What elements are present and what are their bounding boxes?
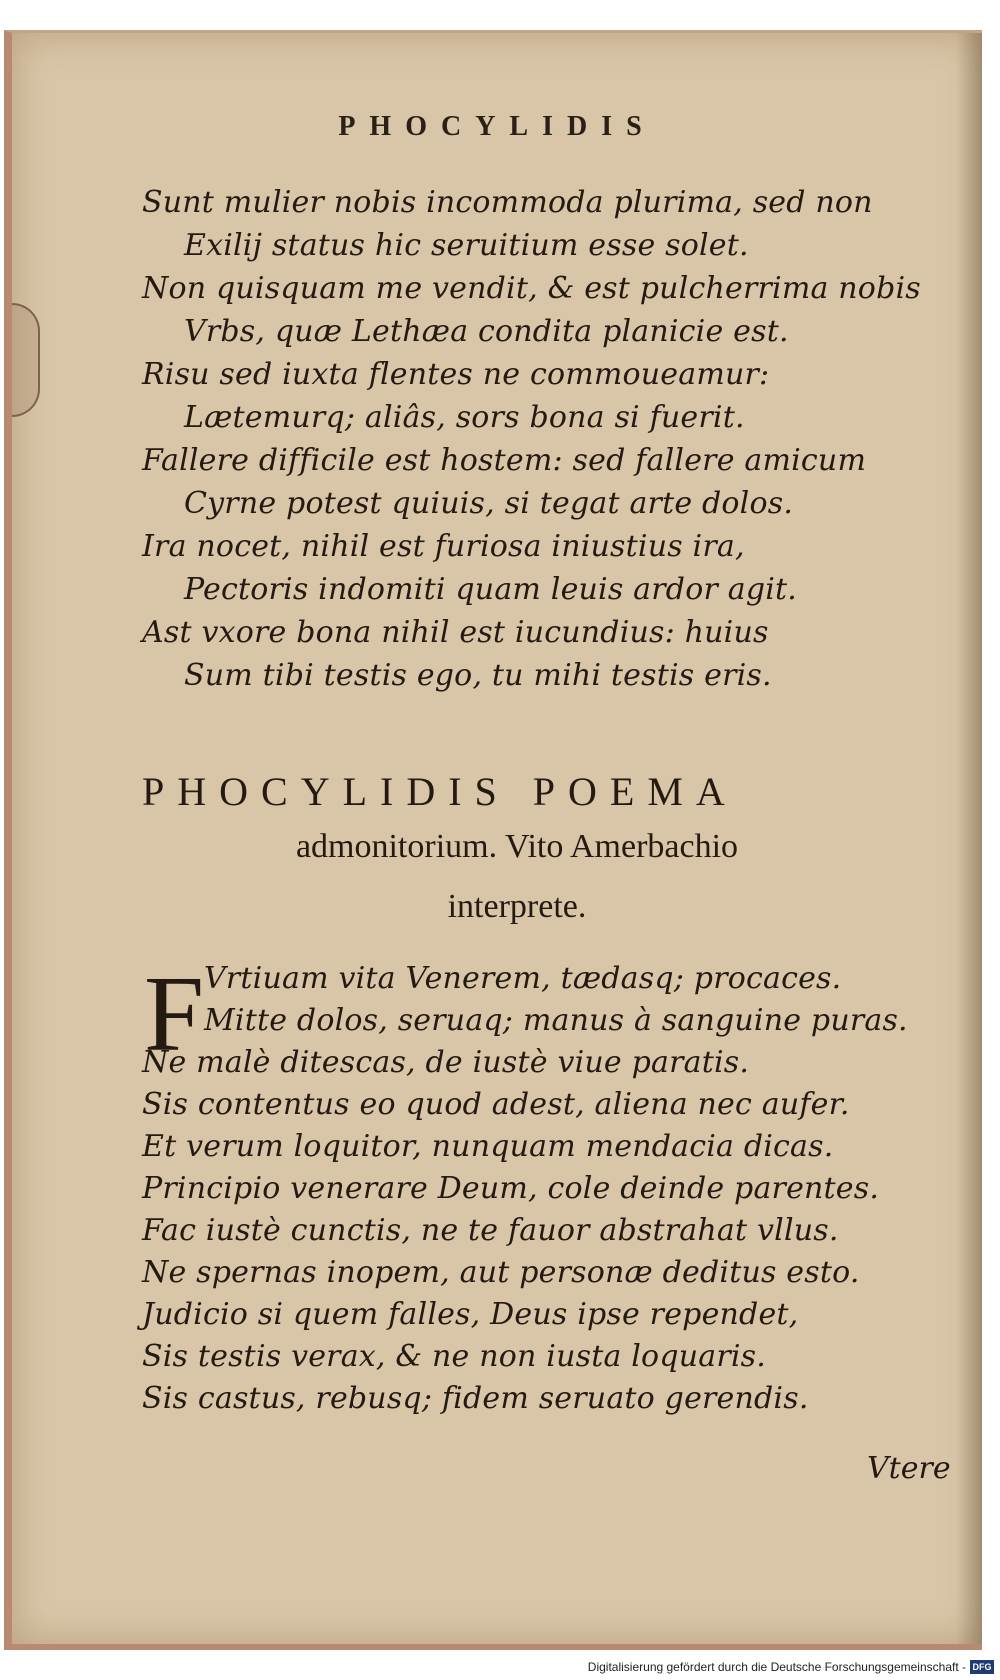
poem-line: Ast vxore bona nihil est iucundius: huius [142,615,769,650]
poem-line: Sunt mulier nobis incommoda plurima, sed non [142,185,873,220]
poem-line: Et verum loquitor, nunquam mendacia dicas. [142,1129,834,1164]
poem-line: Ne spernas inopem, aut personæ deditus esto. [142,1255,860,1290]
poem-subtitle: admonitorium. Vito Amerbachio [295,828,739,865]
poem-subtitle-2: interprete. [447,888,587,925]
poem-line: Sis testis verax, & ne non iusta loquaris. [142,1339,767,1374]
poem-line: Cyrne potest quiuis, si tegat arte dolos. [184,486,794,521]
catchword: Vtere [867,1451,951,1486]
poem-line: Sum tibi testis ego, tu mihi testis eris. [184,658,772,693]
poem-line: Vrtiuam vita Venerem, tædasq; procaces. [204,961,842,996]
poem-line: Risu sed iuxta flentes ne commoueamur: [142,357,770,392]
poem-line: Judicio si quem falles, Deus ipse rependet, [142,1297,799,1332]
running-head: PHOCYLIDIS [338,111,656,142]
poem-line: Pectoris indomiti quam leuis ardor agit. [184,572,798,607]
poem-line: Sis castus, rebusq; fidem seruato gerendis. [142,1381,809,1416]
dfg-logo-icon: DFG [970,1660,994,1674]
poem-line: Non quisquam me vendit, & est pulcherrima nobis [142,271,921,306]
poem-line: Lætemurq; aliâs, sors bona si fuerit. [184,400,745,435]
poem-line: Ne malè ditescas, de iustè viue paratis. [142,1045,750,1080]
poem-line: Principio venerare Deum, cole deinde parentes. [142,1171,880,1206]
poem-line: Fac iustè cunctis, ne te fauor abstrahat vllus. [142,1213,839,1248]
poem-line: Sis contentus eo quod adest, aliena nec aufer. [142,1087,850,1122]
poem-line: Fallere difficile est hostem: sed fallere amicum [142,443,867,478]
poem-title: PHOCYLIDIS POEMA [142,769,738,814]
poem-line: Exilij status hic seruitium esse solet. [184,228,749,263]
poem-line: Vrbs, quæ Lethæa condita planicie est. [184,314,789,349]
footer-text: Digitalisierung gefördert durch die Deutsche Forschungsgemeinschaft - [587,1660,966,1674]
poem-line: Ira nocet, nihil est furiosa iniustius ira, [142,529,745,564]
binding-clip-mark [12,303,40,417]
drop-cap-initial: F [144,955,205,1074]
digitization-footer [588,1656,994,1678]
poem-line: Mitte dolos, seruaq; manus à sanguine puras. [204,1003,908,1038]
scanned-page [4,30,982,1650]
